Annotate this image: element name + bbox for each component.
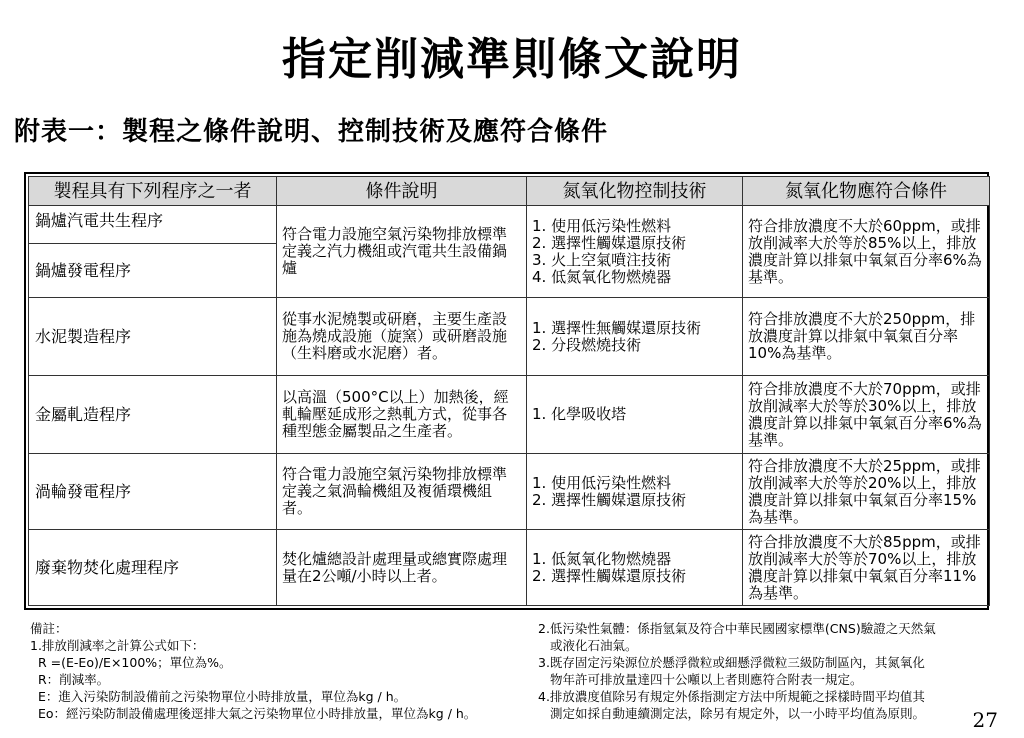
note-line: 3.既存固定污染源位於懸浮微粒或細懸浮微粒三級防制區內，其氮氧化 (538, 655, 925, 670)
condition-cell: 以高溫（500°C以上）加熱後，經軋輪壓延成形之熱軋方式，從事各種型態金屬製品之生產者。 (277, 376, 527, 454)
technique-item: 2. 選擇性觸媒還原技術 (532, 490, 687, 509)
technique-item: 1. 選擇性無觸媒還原技術 (532, 318, 702, 337)
technique-cell (527, 206, 743, 298)
table-row (29, 376, 990, 454)
technique-item: 1. 使用低污染性燃料 (532, 216, 672, 235)
technique-item: 1. 低氮氧化物燃燒器 (532, 549, 672, 568)
note-line: 測定如採自動連續測定法，除另有規定外，以一小時平均值為原則。 (550, 706, 926, 721)
table-caption: 附表一：製程之條件說明、控制技術及應符合條件 (14, 117, 609, 147)
process-cell: 鍋爐汽電共生程序 (29, 206, 277, 244)
technique-cell (527, 376, 743, 454)
header-control-technique: 氮氧化物控制技術 (527, 177, 743, 206)
technique-item: 1. 使用低污染性燃料 (532, 473, 672, 492)
note-line: 或液化石油氣。 (550, 638, 638, 653)
technique-item: 3. 火上空氣噴注技術 (532, 250, 672, 269)
requirement-cell: 符合排放濃度不大於85ppm，或排放削減率大於等於70%以上，排放濃度計算以排氣中氧氣百分率11%為基準。 (743, 530, 990, 606)
requirement-cell: 符合排放濃度不大於250ppm，排放濃度計算以排氣中氧氣百分率10%為基準。 (743, 298, 990, 376)
conditions-table (28, 176, 990, 606)
process-cell: 渦輪發電程序 (29, 454, 277, 530)
process-cell: 鍋爐發電程序 (29, 244, 277, 298)
note-line: Eo：經污染防制設備處理後逕排大氣之污染物單位小時排放量，單位為kg / h。 (38, 706, 477, 721)
header-condition: 條件說明 (277, 177, 527, 206)
page-title: 指定削減準則條文說明 (282, 34, 742, 85)
table-header-row (29, 177, 990, 206)
process-cell: 廢棄物焚化處理程序 (29, 530, 277, 606)
header-process: 製程具有下列程序之一者 (29, 177, 277, 206)
process-cell: 水泥製造程序 (29, 298, 277, 376)
note-line: 1.排放削減率之計算公式如下： (30, 638, 205, 653)
note-line: R =(E-Eo)/E×100%；單位為%。 (38, 655, 232, 670)
table-row (29, 298, 990, 376)
notes-left (30, 620, 535, 722)
condition-cell: 符合電力設施空氣污染物排放標準定義之氣渦輪機組及複循環機組者。 (277, 454, 527, 530)
note-line: R：削減率。 (38, 672, 110, 687)
technique-cell (527, 298, 743, 376)
condition-cell: 焚化爐總設計處理量或總實際處理量在2公噸/小時以上者。 (277, 530, 527, 606)
table-frame (24, 172, 989, 610)
table-row (29, 454, 990, 530)
table-row (29, 530, 990, 606)
technique-item: 2. 選擇性觸媒還原技術 (532, 233, 687, 252)
technique-item: 1. 化學吸收塔 (532, 405, 627, 423)
condition-cell: 從事水泥燒製或研磨，主要生產設施為燒成設施（旋窯）或研磨設施（生料磨或水泥磨）者。 (277, 298, 527, 376)
requirement-cell: 符合排放濃度不大於25ppm，或排放削減率大於等於20%以上，排放濃度計算以排氣中氧氣百分率15%為基準。 (743, 454, 990, 530)
technique-item: 4. 低氮氧化物燃燒器 (532, 267, 672, 286)
note-line: E：進入污染防制設備前之污染物單位小時排放量，單位為kg / h。 (38, 689, 407, 704)
notes-right (538, 620, 988, 722)
note-line: 2.低污染性氣體：係指氫氣及符合中華民國國家標準(CNS)驗證之天然氣 (538, 621, 936, 636)
table-row (29, 206, 990, 244)
note-heading: 備註： (30, 621, 68, 636)
process-cell: 金屬軋造程序 (29, 376, 277, 454)
condition-cell: 符合電力設施空氣污染物排放標準定義之汽力機組或汽電共生設備鍋爐 (277, 206, 527, 298)
technique-cell (527, 530, 743, 606)
header-requirement: 氮氧化物應符合條件 (743, 177, 990, 206)
technique-item: 2. 選擇性觸媒還原技術 (532, 566, 687, 585)
technique-item: 2. 分段燃燒技術 (532, 335, 642, 354)
technique-cell (527, 454, 743, 530)
requirement-cell: 符合排放濃度不大於60ppm，或排放削減率大於等於85%以上，排放濃度計算以排氣中氧氣百分率6%為基準。 (743, 206, 990, 298)
requirement-cell: 符合排放濃度不大於70ppm，或排放削減率大於等於30%以上，排放濃度計算以排氣中氧氣百分率6%為基準。 (743, 376, 990, 454)
note-line: 4.排放濃度值除另有規定外係指測定方法中所規範之採樣時間平均值其 (538, 689, 925, 704)
page-number: 27 (972, 708, 998, 732)
note-line: 物年許可排放量達四十公噸以上者則應符合附表一規定。 (550, 672, 863, 687)
